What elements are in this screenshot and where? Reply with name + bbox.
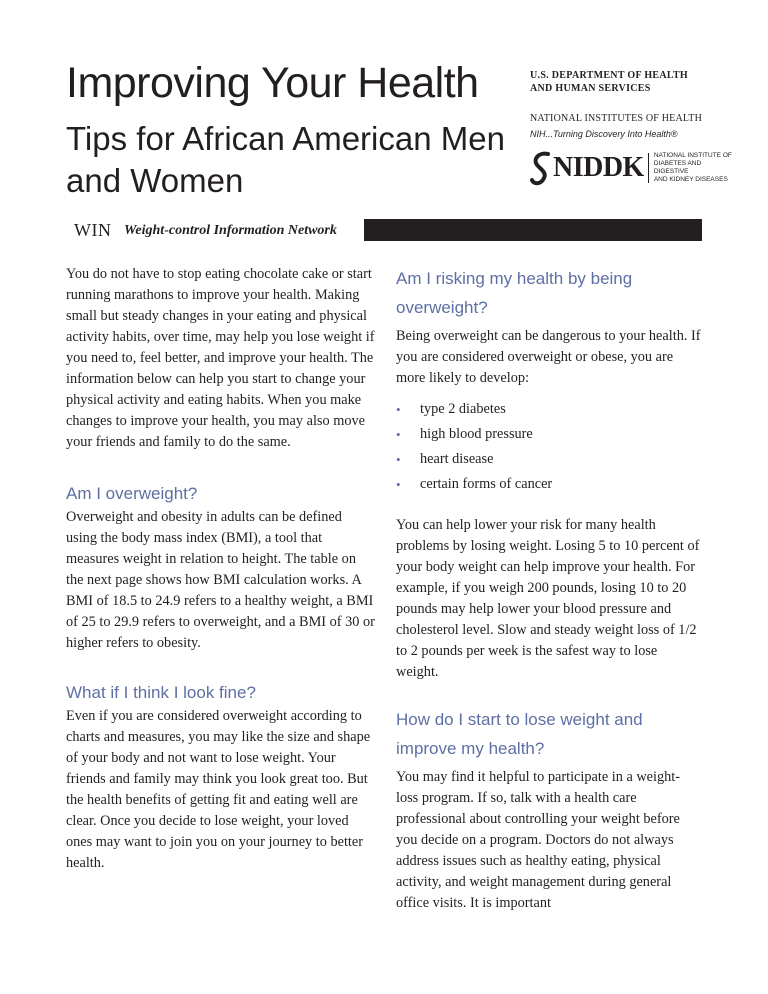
start-paragraph: You may find it helpful to participate in a weight-loss program. If so, talk with a health care professional about controlling your weight before you decide on a program. Doctors do not always address issues such as healthy eating, physical activity, and weight management during general office visits. It is important xyxy=(396,769,681,911)
list-item: • type 2 diabetes xyxy=(396,397,702,422)
left-column xyxy=(66,264,376,874)
niddk-swoosh-icon xyxy=(530,150,552,186)
niddk-line-2: DIABETES AND DIGESTIVE xyxy=(653,160,702,175)
dept-line-1: U.S. DEPARTMENT OF HEALTH xyxy=(530,70,689,81)
list-item: • high blood pressure xyxy=(396,422,702,447)
look-fine-paragraph: Even if you are considered overweight according to charts and measures, you may like the size and shape of your body and not want to lose weight. Your friends and family may think you look great too. But the health benefits of getting fit and eating well are clear. Once you decide to lose weight, your loved ones may want to join you on your journey to better health. xyxy=(66,708,371,871)
niddk-logo xyxy=(530,150,734,186)
page-title: Improving Your Health xyxy=(66,59,479,107)
heading-risking-health: Am I risking my health by being overweight? xyxy=(396,269,633,317)
win-full-name: Weight-control Information Network xyxy=(124,223,337,238)
risk-list xyxy=(396,397,702,497)
intro-paragraph: You do not have to stop eating chocolate cake or start running marathons to improve your health. Making small but steady changes in your eating and physical activity habits, over time, may help you lose weight if you need to, feel better, and improve your health. The information below can help you start to change your physical activity and eating habits. When you make changes to improve your health, you may also move your friends and family to do the same. xyxy=(66,266,375,450)
niddk-line-3: AND KIDNEY DISEASES xyxy=(653,176,728,183)
risk-paragraph: Being overweight can be dangerous to your health. If you are considered overweight or obese, you are more likely to develop: xyxy=(396,328,701,386)
nih-tagline: NIH...Turning Discovery Into Health® xyxy=(530,129,678,139)
heading-how-to-start: How do I start to lose weight and improve my health? xyxy=(396,710,643,758)
niddk-divider xyxy=(648,153,649,183)
heading-look-fine: What if I think I look fine? xyxy=(66,683,256,702)
niddk-abbrev: NIDDK xyxy=(553,152,644,183)
niddk-line-1: NATIONAL INSTITUTE OF xyxy=(653,152,732,159)
niddk-full-name xyxy=(654,152,734,184)
nih-label: NATIONAL INSTITUTES OF HEALTH xyxy=(530,113,702,124)
list-item: • heart disease xyxy=(396,447,702,472)
win-abbrev: WIN xyxy=(74,220,112,240)
list-item: • certain forms of cancer xyxy=(396,472,702,497)
hhs-department xyxy=(530,69,730,95)
lower-risk-paragraph: You can help lower your risk for many health problems by losing weight. Losing 5 to 10 percent of your body weight can help improve your health. For example, if you weigh 200 pounds, losing 10 to 20 pounds may help lower your blood pressure and cholesterol level. Slow and steady weight loss of 1/2 to 2 pounds per week is the safest way to lose weight. xyxy=(396,517,700,680)
page-subtitle: Tips for African American Men and Women xyxy=(66,120,505,199)
overweight-paragraph: Overweight and obesity in adults can be defined using the body mass index (BMI), a tool that measures weight in relation to height. The table on the next page shows how BMI calculation works. A BMI of 18.5 to 24.9 refers to a healthy weight, a BMI of 25 to 29.9 refers to overweight, and a BMI of 30 or higher refers to obesity. xyxy=(66,509,375,651)
win-banner xyxy=(66,219,702,241)
right-column xyxy=(396,264,702,914)
heading-am-i-overweight: Am I overweight? xyxy=(66,484,198,503)
dept-line-2: AND HUMAN SERVICES xyxy=(530,83,651,94)
